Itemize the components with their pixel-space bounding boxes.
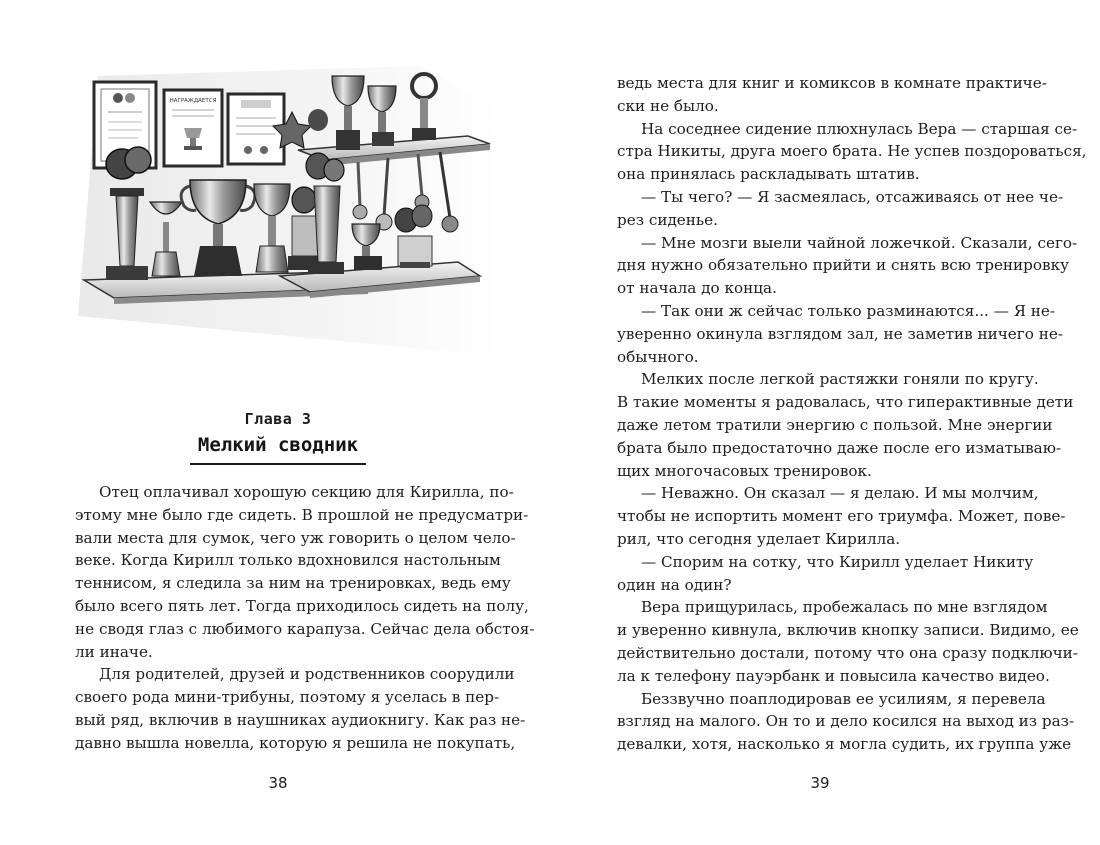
text-line: — Так они ж сейчас только разминаются... — Я не- bbox=[641, 301, 1056, 320]
text-line: своего рода мини-трибуны, поэтому я уселась в пер- bbox=[75, 688, 500, 707]
text-line: стра Никиты, друга моего брата. Не успев поздороваться, bbox=[617, 142, 1087, 161]
text-line: На соседнее сидение плюхнулась Вера — старшая се- bbox=[641, 119, 1078, 138]
text-line: действительно достали, потому что она сразу подключи- bbox=[617, 643, 1078, 662]
text-line: и уверенно кивнула, включив кнопку записи. Видимо, ее bbox=[617, 621, 1079, 640]
text-line: давно вышла новелла, которую я решила не покупать, bbox=[75, 733, 516, 752]
text-line: брата было предостаточно даже после его изматываю- bbox=[617, 438, 1062, 457]
text-line: ведь места для книг и комиксов в комнате практиче- bbox=[617, 74, 1047, 92]
text-line: рез сиденье. bbox=[617, 210, 718, 229]
chapter-number: Глава 3 bbox=[244, 410, 312, 428]
text-line: Для родителей, друзей и родственников соорудили bbox=[99, 665, 515, 684]
diploma-2 bbox=[164, 90, 222, 166]
text-line: вали места для сумок, чего уж говорить о целом чело- bbox=[75, 528, 516, 547]
svg-text:НАГРАЖДАЕТСЯ: НАГРАЖДАЕТСЯ bbox=[169, 98, 217, 104]
text-line: было всего пять лет. Тогда приходилось сидеть на полу, bbox=[75, 596, 529, 615]
page-number: 39 bbox=[810, 774, 830, 792]
text-line: не сводя глаз с любимого карапуза. Сейчас дела обстоя- bbox=[75, 619, 535, 638]
trophy-shelf-illustration bbox=[78, 66, 498, 356]
text-line: В такие моменты я радовалась, что гиперактивные дети bbox=[617, 393, 1074, 412]
text-line: — Спорим на сотку, что Кирилл уделает Никиту bbox=[641, 552, 1034, 571]
text-line: Вера прищурилась, пробежалась по мне взглядом bbox=[641, 598, 1048, 617]
page-number: 38 bbox=[268, 774, 288, 792]
text-line: теннисом, я следила за ним на тренировках, ведь ему bbox=[75, 574, 511, 593]
text-line: ски не было. bbox=[617, 96, 719, 115]
text-line: щих многочасовых тренировок. bbox=[617, 461, 872, 480]
text-line: чтобы не испортить момент его триумфа. Может, пове- bbox=[617, 507, 1066, 526]
text-line: Мелких после легкой растяжки гоняли по кругу. bbox=[641, 370, 1039, 389]
text-line: девалки, хотя, насколько я могла судить, их группа уже bbox=[617, 735, 1072, 754]
text-line: ла к телефону пауэрбанк и повысила качество видео. bbox=[617, 666, 1050, 685]
text-line: веке. Когда Кирилл только вдохновился настольным bbox=[75, 551, 501, 570]
text-line: уверенно окинула взглядом зал, не заметив ничего не- bbox=[617, 324, 1063, 343]
right-body-text bbox=[617, 72, 1087, 756]
text-line: вый ряд, включив в наушниках аудиокнигу. Как раз не- bbox=[75, 710, 526, 729]
chapter-heading bbox=[78, 408, 478, 465]
chapter-title: Мелкий сводник bbox=[190, 432, 366, 465]
text-line: от начала до конца. bbox=[617, 279, 777, 298]
text-line: ли иначе. bbox=[75, 642, 153, 661]
text-line: Отец оплачивал хорошую секцию для Кирилла, по- bbox=[99, 483, 514, 501]
text-line: — Ты чего? — Я засмеялась, отсаживаясь от нее че- bbox=[641, 187, 1064, 206]
text-line: Беззвучно поаплодировав ее усилиям, я перевела bbox=[641, 689, 1046, 708]
text-line: взгляд на малого. Он то и дело косился на выход из раз- bbox=[617, 712, 1075, 731]
text-line: даже летом тратили энергию с пользой. Мне энергии bbox=[617, 415, 1053, 434]
left-body-text bbox=[75, 481, 535, 755]
text-line: — Неважно. Он сказал — я делаю. И мы молчим, bbox=[641, 484, 1039, 503]
text-line: дня нужно обязательно прийти и снять всю тренировку bbox=[617, 256, 1070, 275]
text-line: она принялась раскладывать штатив. bbox=[617, 165, 920, 184]
text-line: рил, что сегодня уделает Кирилла. bbox=[617, 529, 901, 548]
text-line: один на один? bbox=[617, 575, 732, 594]
text-line: этому мне было где сидеть. В прошлой не предусматри- bbox=[75, 505, 529, 524]
text-line: — Мне мозги выели чайной ложечкой. Сказали, сего- bbox=[641, 233, 1078, 252]
text-line: обычного. bbox=[617, 347, 699, 366]
right-page bbox=[550, 0, 1100, 845]
